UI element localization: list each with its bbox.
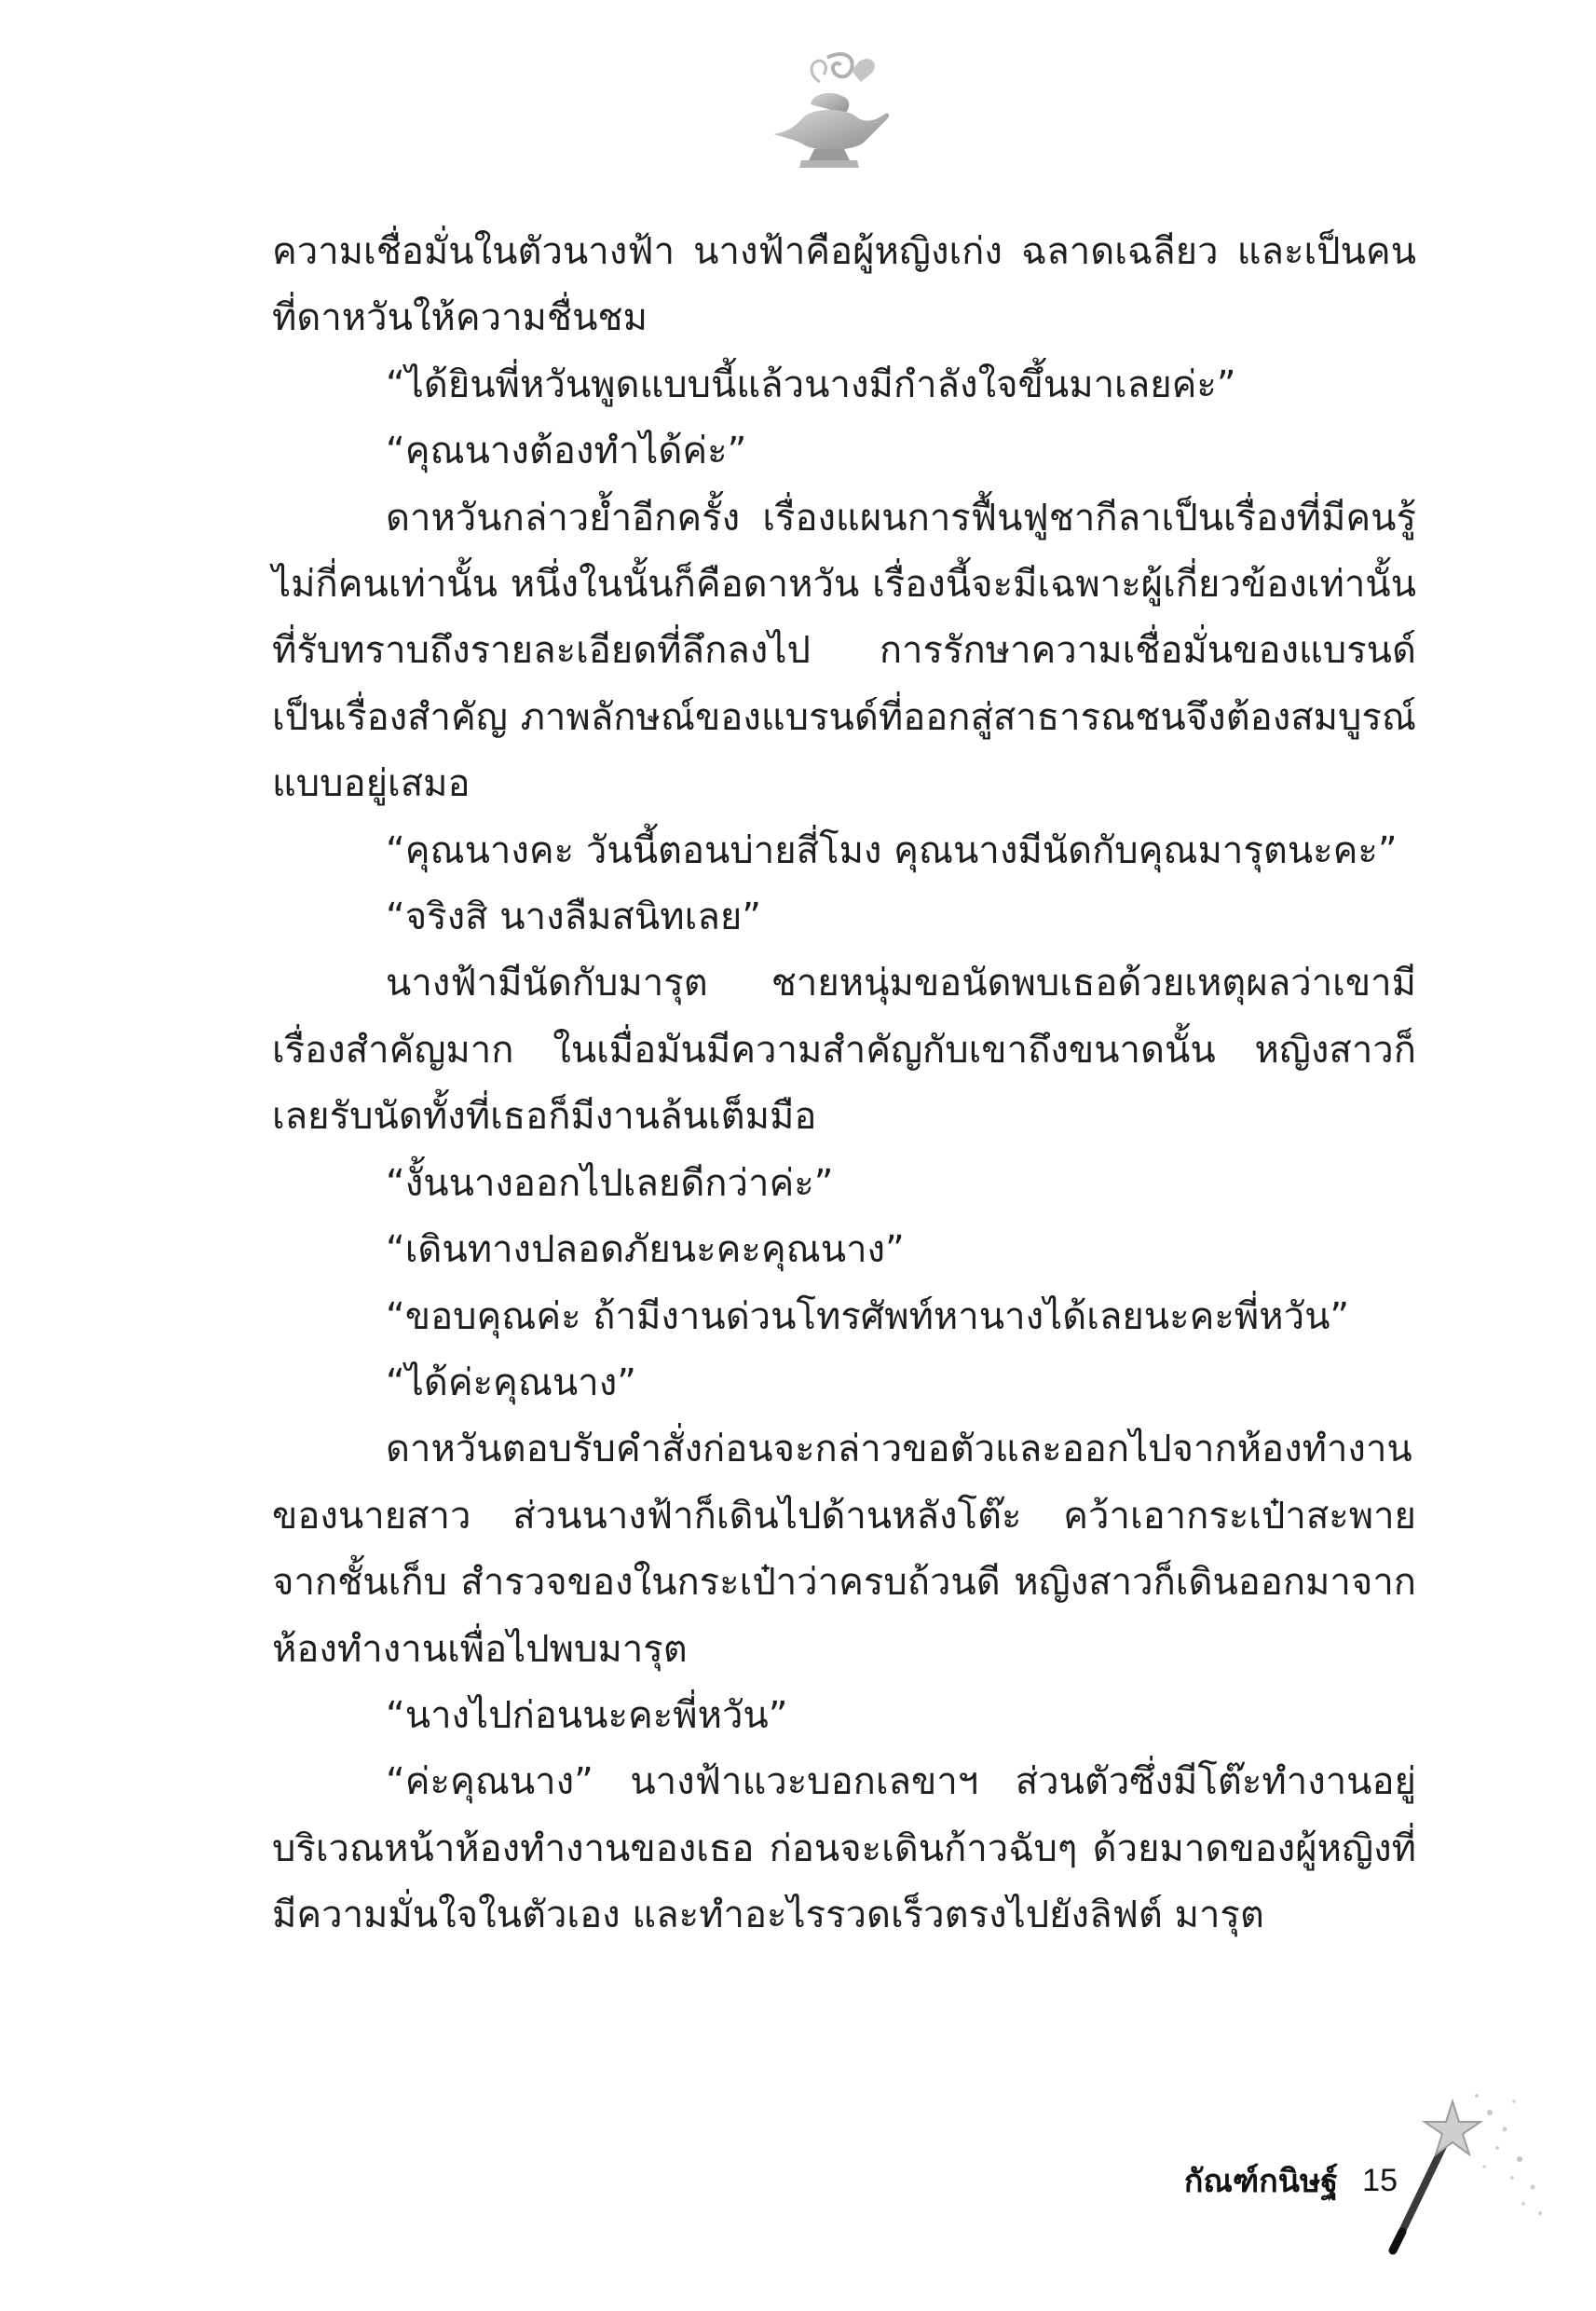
paragraph-14: “ค่ะคุณนาง” นางฟ้าแวะบอกเลขาฯ ส่วนตัวซึ่งมีโต๊ะทำงานอยู่บริเวณหน้าห้องทำงานของเธอ ก่อนจะเดินก้าวฉับๆ ด้วยมาดของผู้หญิงที่มีความมั่นใจในตัวเอง และทำอะไรรวดเร็วตรงไปยังลิฟต์ มารุต xyxy=(272,1760,1416,1937)
paragraph-9: “เดินทางปลอดภัยนะคะคุณนาง” xyxy=(386,1228,905,1272)
paragraph-10: “ขอบคุณค่ะ ถ้ามีงานด่วนโทรศัพท์หานางได้เลยนะคะพี่หวัน” xyxy=(386,1294,1350,1338)
paragraph-1: ความเชื่อมั่นในตัวนางฟ้า นางฟ้าคือผู้หญิงเก่ง ฉลาดเฉลียว และเป็นคนที่ดาหวันให้ความชื่นชม xyxy=(272,230,1416,340)
paragraph-7: นางฟ้ามีนัดกับมารุต ชายหนุ่มขอนัดพบเธอด้วยเหตุผลว่าเขามีเรื่องสำคัญมาก ในเมื่อมันมีความสำคัญกับเขาถึงขนาดนั้น หญิงสาวก็เลยรับนัดทั้งที่เธอก็มีงานล้นเต็มมือ xyxy=(272,962,1416,1139)
paragraph-6: “จริงสิ นางลืมสนิทเลย” xyxy=(386,896,761,939)
story-text xyxy=(272,219,1416,1949)
book-title: กัณฑ์กนิษฐ์ xyxy=(1183,2163,1339,2200)
paragraph-4: ดาหวันกล่าวย้ำอีกครั้ง เรื่องแผนการฟื้นฟูชากีลาเป็นเรื่องที่มีคนรู้ไม่กี่คนเท่านั้น หนึ่งในนั้นก็คือดาหวัน เรื่องนี้จะมีเฉพาะผู้เกี่ยวข้องเท่านั้นที่รับทราบถึงรายละเอียดที่ลึกลงไป การรักษาความเชื่อมั่นของแบรนด์เป็นเรื่องสำคัญ ภาพลักษณ์ของแบรนด์ที่ออกสู่สาธารณชนจึงต้องสมบูรณ์แบบอยู่เสมอ xyxy=(272,496,1416,806)
paragraph-11: “ได้ค่ะคุณนาง” xyxy=(386,1361,636,1404)
genie-lamp-icon xyxy=(755,48,904,179)
paragraph-5: “คุณนางคะ วันนี้ตอนบ่ายสี่โมง คุณนางมีนัดกับคุณมารุตนะคะ” xyxy=(386,828,1398,872)
paragraph-2: “ได้ยินพี่หวันพูดแบบนี้แล้วนางมีกำลังใจขึ้นมาเลยค่ะ” xyxy=(386,362,1236,406)
paragraph-13: “นางไปก่อนนะคะพี่หวัน” xyxy=(386,1693,788,1737)
page-footer xyxy=(1099,2153,1398,2208)
page-number: 15 xyxy=(1362,2162,1398,2198)
paragraph-12: ดาหวันตอบรับคำสั่งก่อนจะกล่าวขอตัวและออกไปจากห้องทำงานของนายสาว ส่วนนางฟ้าก็เดินไปด้านหลังโต๊ะ คว้าเอากระเป๋าสะพายจากชั้นเก็บ สำรวจของในกระเป๋าว่าครบถ้วนดี หญิงสาวก็เดินออกมาจากห้องทำงานเพื่อไปพบมารุต xyxy=(272,1428,1416,1671)
magic-wand-icon xyxy=(1374,2073,1561,2260)
paragraph-3: “คุณนางต้องทำได้ค่ะ” xyxy=(386,430,747,473)
paragraph-8: “งั้นนางออกไปเลยดีกว่าค่ะ” xyxy=(386,1161,834,1205)
